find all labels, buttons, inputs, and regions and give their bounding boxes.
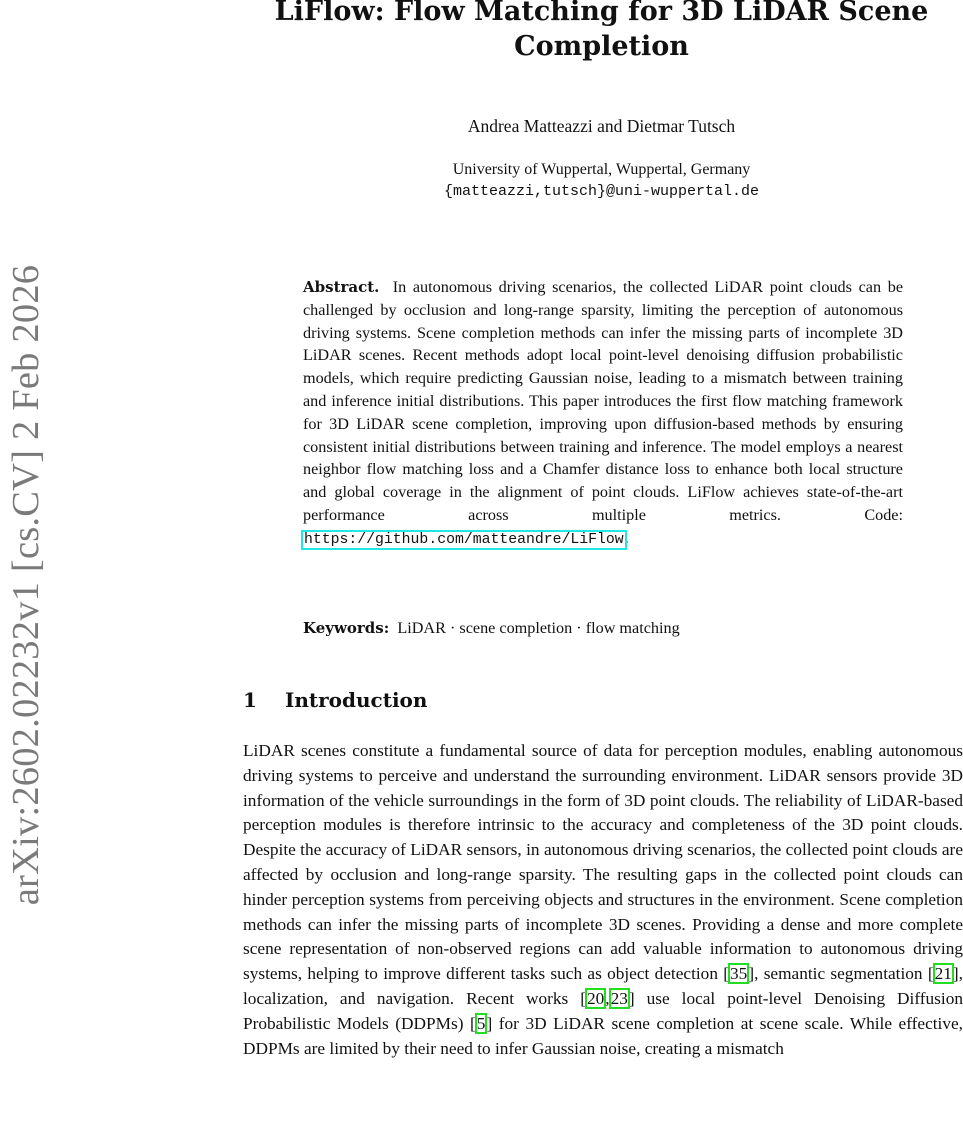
- citation-link-23[interactable]: 23: [610, 988, 628, 1008]
- citation-link-5[interactable]: 5: [476, 1013, 486, 1033]
- citation-link-20[interactable]: 20: [587, 988, 605, 1008]
- paper-title: LiFlow: Flow Matching for 3D LiDAR Scene Completion: [274, 0, 929, 62]
- citation-bracket: [: [723, 964, 730, 984]
- abstract-period: .: [624, 528, 629, 547]
- citation-separator: ,: [605, 988, 610, 1008]
- citation-link-21[interactable]: 21: [934, 964, 952, 984]
- keywords-text: LiDAR · scene completion · flow matching: [397, 619, 680, 637]
- citation-bracket: ]: [952, 964, 959, 984]
- citation-bracket: [: [470, 1013, 476, 1033]
- author-affiliation-block: [240, 159, 963, 203]
- keywords-block: [303, 619, 903, 638]
- author-email: {matteazzi,tutsch}@uni-wuppertal.de: [443, 183, 760, 200]
- abstract-text: In autonomous driving scenarios, the collected LiDAR point clouds can be challenged by occlusion and long-range sparsity, limiting the perception of autonomous driving systems. Scene completion methods can infer the missing parts of incomplete 3D LiDAR scenes. Recent methods adopt local point-level denoising diffusion probabilistic models, which require predicting Gaussian noise, leading to a mismatch between training and inference initial distributions. This paper introduces the first flow matching framework for 3D LiDAR scene completion, improving upon diffusion-based methods by ensuring consistent initial distributions between training and inference. The model employs a nearest neighbor flow matching loss and a Chamfer distance loss to enhance both local structure and global coverage in the alignment of point clouds. LiFlow achieves state-of-the-art performance across multiple metrics. Code:: [303, 278, 904, 524]
- section-number: 1: [243, 688, 257, 712]
- citation-bracket: ]: [628, 988, 635, 1008]
- keywords-label: Keywords:: [303, 619, 390, 637]
- intro-text-part-5: for 3D LiDAR scene completion at scene scale. While effective, DDPMs are limited by their need to infer Gaussian noise, creating a mismatch: [243, 1013, 963, 1058]
- paper-authors: Andrea Matteazzi and Dietmar Tutsch: [467, 116, 736, 136]
- code-link[interactable]: https://github.com/matteandre/LiFlow: [304, 531, 624, 548]
- citation-bracket: [: [927, 964, 934, 984]
- intro-text-part-4: use local point-level Denoising Diffusion Probabilistic Models (DDPMs): [243, 988, 963, 1033]
- citation-link-35[interactable]: 35: [730, 964, 748, 984]
- introduction-paragraph: [243, 739, 963, 1061]
- arxiv-identifier-text: arXiv:2602.02232v1 [cs.CV] 2 Feb 2026: [5, 264, 48, 906]
- citation-bracket: ]: [748, 964, 755, 984]
- citation-bracket: [: [580, 988, 587, 1008]
- intro-text-part-2: , semantic segmentation: [754, 964, 928, 984]
- affiliation-text: University of Wuppertal, Wuppertal, Germany: [452, 161, 751, 178]
- intro-text-part-1: LiDAR scenes constitute a fundamental source of data for perception modules, enabling autonomous driving systems to perceive and understand the surrounding environment. LiDAR sensors provide 3D information of the vehicle surroundings in the form of 3D point clouds. The reliability of LiDAR-based perception modules is therefore intrinsic to the accuracy and completeness of the 3D point clouds. Despite the accuracy of LiDAR sensors, in autonomous driving scenarios, the collected point clouds are affected by occlusion and long-range sparsity. The resulting gaps in the collected point clouds can hinder perception systems from perceiving objects and structures in the environment. Scene completion methods can infer the missing parts of incomplete 3D scenes. Providing a dense and more complete scene representation of non-observed regions can add valuable information to autonomous driving systems, helping to improve different tasks such as object detection: [243, 741, 963, 984]
- intro-text-part-3: , localization, and navigation. Recent works: [243, 964, 963, 1008]
- citation-bracket: ]: [486, 1013, 493, 1033]
- section-title: Introduction: [285, 688, 428, 712]
- abstract-label: Abstract.: [303, 278, 380, 296]
- abstract-block: [303, 276, 903, 552]
- section-heading-introduction: [243, 688, 427, 712]
- arxiv-identifier-stamp: [4, 232, 48, 938]
